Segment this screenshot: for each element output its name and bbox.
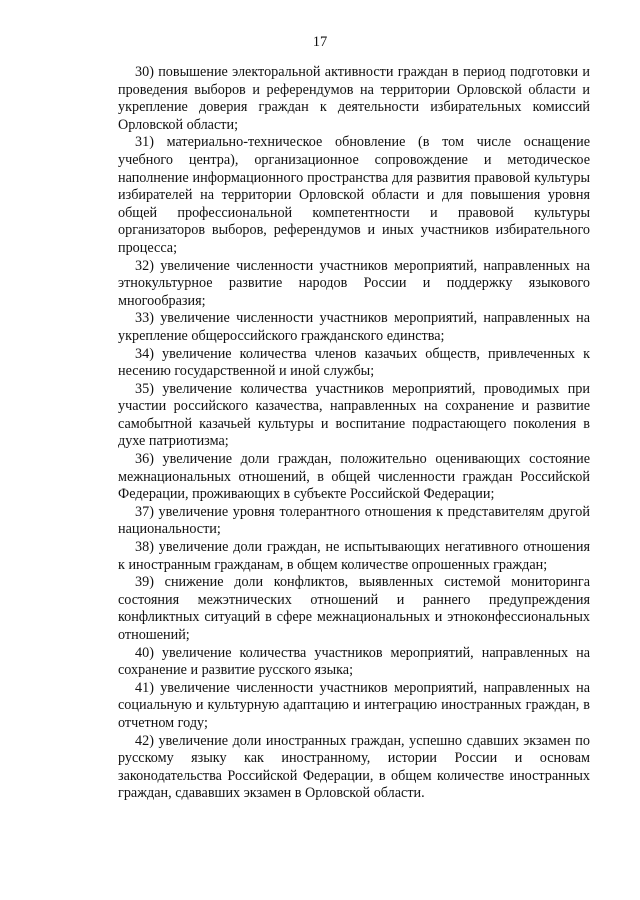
- list-item-42: 42) увеличение доли иностранных граждан, успешно сдавших экзамен по русскому языку как иностранному, истории России и основам законодательства Российской Федерации, в общем количестве иностранных граждан, сдававших экзамен в Орловской области.: [118, 732, 590, 802]
- list-item-39: 39) снижение доли конфликтов, выявленных системой мониторинга состояния межэтнических отношений и раннего предупреждения конфликтных ситуаций в сфере межнациональных и этноконфессиональных отношений;: [118, 574, 590, 643]
- list-item-30: 30) повышение электоральной активности граждан в период подготовки и проведения выборов и референдумов на территории Орловской области и укрепление доверия граждан к деятельности избирательных комиссий Орловской области;: [118, 64, 590, 133]
- list-item-31: 31) материально-техническое обновление (в том числе оснащение учебного центра), организационное сопровождение и методическое наполнение информационного пространства для развития правовой культуры избирателей на территории Орловской области и для повышения уровня общей профессиональной компетентности и правовой культуры организаторов выборов, референдумов и иных участников избирательного процесса;: [118, 134, 590, 256]
- document-body: [118, 64, 590, 803]
- list-item-40: 40) увеличение количества участников мероприятий, направленных на сохранение и развитие русского языка;: [118, 644, 590, 679]
- list-item-33: 33) увеличение численности участников мероприятий, направленных на укрепление общероссийского гражданского единства;: [118, 310, 590, 344]
- list-item-36: 36) увеличение доли граждан, положительно оценивающих состояние межнациональных отношений, в общей численности граждан Российской Федерации, проживающих в субъекте Российской Федерации;: [118, 451, 590, 503]
- list-item-41: 41) увеличение численности участников мероприятий, направленных на социальную и культурную адаптацию и интеграцию иностранных граждан, в отчетном году;: [118, 679, 590, 731]
- list-item-38: 38) увеличение доли граждан, не испытывающих негативного отношения к иностранным гражданам, в общем количестве опрошенных граждан;: [118, 539, 590, 573]
- page-number: 17: [312, 34, 328, 50]
- list-item-32: 32) увеличение численности участников мероприятий, направленных на этнокультурное развитие народов России и поддержку языкового многообразия;: [118, 257, 590, 309]
- list-item-35: 35) увеличение количества участников мероприятий, проводимых при участии российского казачества, направленных на сохранение и развитие самобытной казачьей культуры и воспитание подрастающего поколения в духе патриотизма;: [118, 380, 590, 450]
- list-item-37: 37) увеличение уровня толерантного отношения к представителям другой национальности;: [118, 503, 590, 538]
- list-item-34: 34) увеличение количества членов казачьих обществ, привлеченных к несению государственной и иной службы;: [118, 345, 590, 380]
